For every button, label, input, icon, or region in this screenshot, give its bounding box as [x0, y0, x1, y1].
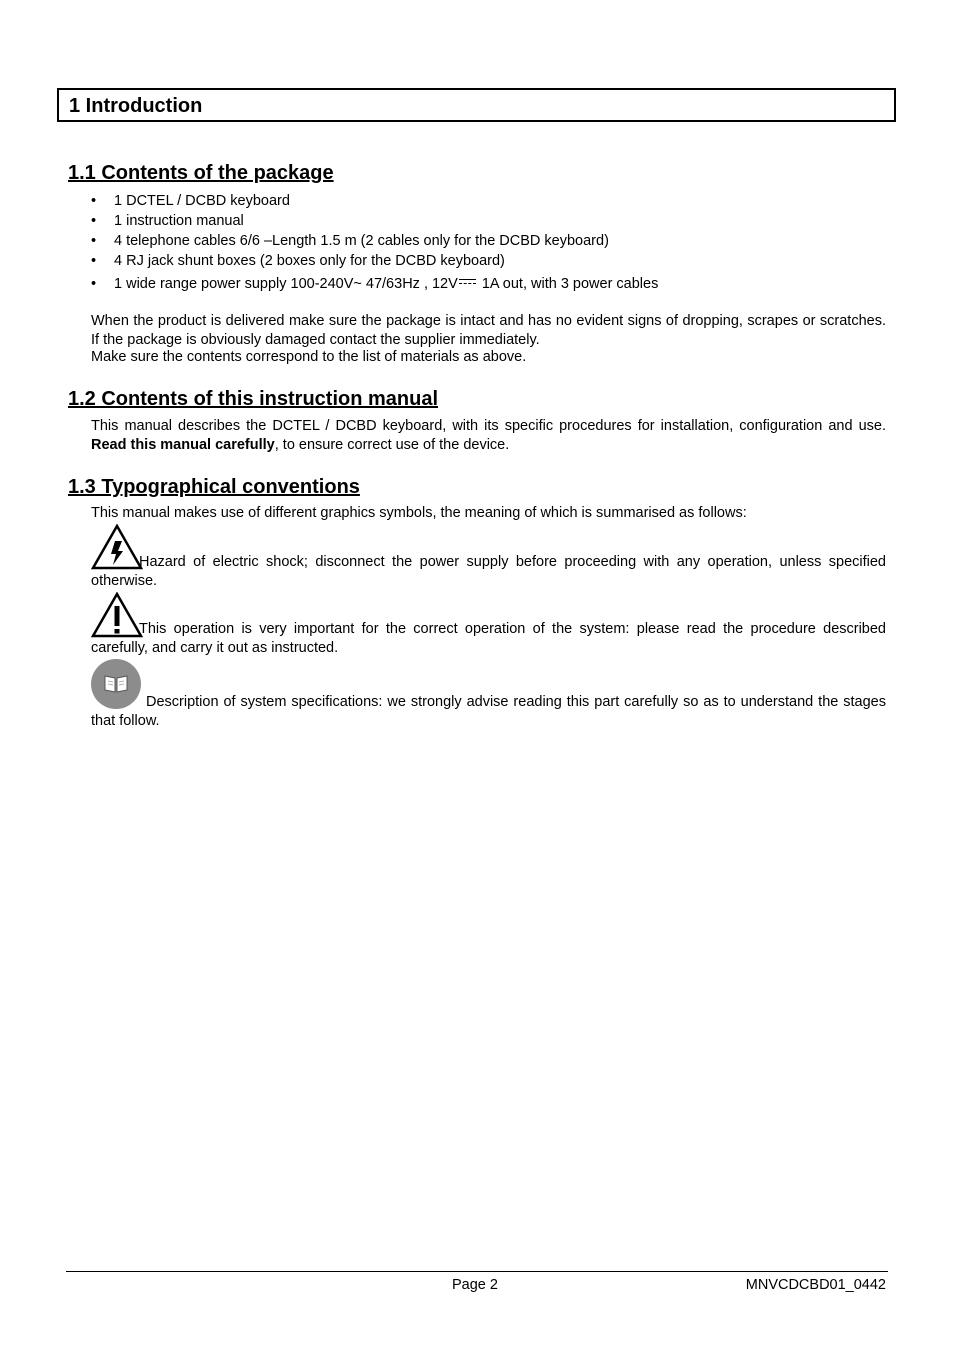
manual-description [91, 417, 886, 455]
delivery-note: When the product is delivered make sure the package is intact and has no evident signs of dropping, scrapes or scratches. If the package is obviously damaged contact the supplier immediately. [91, 313, 886, 348]
list-item: • 1 instruction manual [91, 211, 658, 231]
section-title-contents-package: 1.1 Contents of the package [68, 162, 334, 184]
manual-description-text-end: , to ensure correct use of the device. [274, 437, 510, 453]
list-item-power-supply [91, 273, 658, 295]
list-item: • 4 telephone cables 6/6 –Length 1.5 m (2 cables only for the DCBD keyboard) [91, 231, 658, 251]
electric-shock-description: Hazard of electric shock; disconnect the power supply before proceeding with any operation, unless specified otherwise. [91, 554, 886, 589]
list-item: • 4 RJ jack shunt boxes (2 boxes only for the DCBD keyboard) [91, 251, 658, 271]
symbols-intro: This manual makes use of different graphics symbols, the meaning of which is summarised as follows: [91, 505, 747, 521]
document-code: MNVCDCBD01_0442 [745, 1277, 886, 1293]
power-supply-text: 1 wide range power supply 100-240V~ 47/63Hz , 12V [114, 276, 458, 292]
package-contents-list [91, 191, 658, 295]
manual-description-emphasis: Read this manual carefully [91, 437, 275, 453]
section-title-typographical-conventions: 1.3 Typographical conventions [68, 476, 360, 498]
manual-description-text: This manual describes the DCTEL / DCBD keyboard, with its specific procedures for installation, configuration and use. [91, 418, 886, 434]
specifications-description: Description of system specifications: we strongly advise reading this part carefully so as to understand the stages that follow. [91, 694, 886, 729]
important-operation-description: This operation is very important for the correct operation of the system: please read the procedure described carefully, and carry it out as instructed. [91, 621, 886, 656]
list-item: • 1 DCTEL / DCBD keyboard [91, 191, 658, 211]
dc-current-icon [459, 277, 476, 287]
section-title-manual-contents: 1.2 Contents of this instruction manual [68, 388, 439, 410]
chapter-title: 1 Introduction [69, 95, 203, 117]
page-number: Page 2 [452, 1277, 498, 1293]
chapter-heading-box [57, 88, 896, 122]
power-supply-text-end: 1A out, with 3 power cables [477, 276, 659, 292]
footer-divider [66, 1271, 888, 1272]
contents-check-note: Make sure the contents correspond to the list of materials as above. [91, 349, 527, 365]
